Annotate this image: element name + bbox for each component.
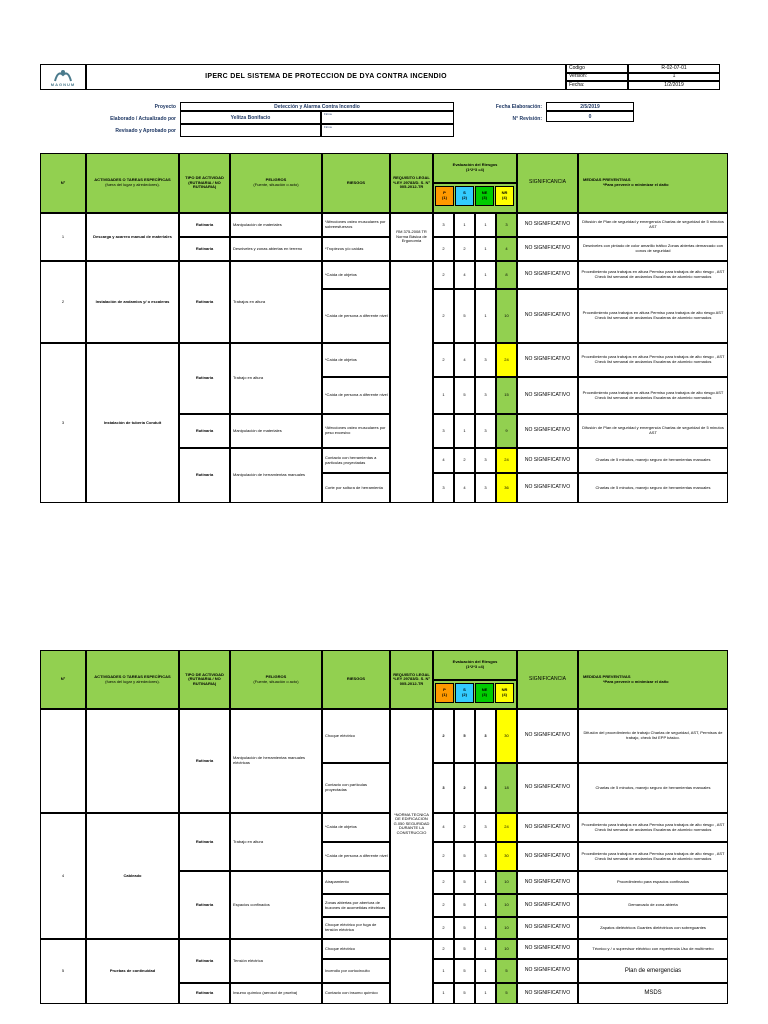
col-n: N° bbox=[40, 153, 86, 213]
medidas: Procedimiento para espacios confinados bbox=[578, 871, 728, 894]
legal-1: RM 375-2008 TR Norma Básica de Ergonomía bbox=[390, 213, 433, 261]
significancia: NO SIGNIFICATIVO bbox=[517, 983, 578, 1004]
p-val: 2 bbox=[433, 939, 454, 959]
tipo-3-1: Rutinaria bbox=[179, 343, 230, 414]
activity-top bbox=[86, 709, 179, 813]
nr-val: 18 bbox=[496, 763, 517, 813]
col-peligros-sub: (Fuente, situación o acto) bbox=[253, 182, 299, 187]
col-evaluacion-title: Evaluación del Riesgos bbox=[452, 162, 498, 168]
row-n-5: 5 bbox=[40, 939, 86, 1004]
medidas: Procedimiento para trabajos en altura Permiso para trabajos de alto riesgo , AST Check list semanal de andamios Escaleras de aluminio normados bbox=[578, 343, 728, 377]
significancia: NO SIGNIFICATIVO bbox=[517, 289, 578, 343]
medidas: Demarcado de zona abierta bbox=[578, 894, 728, 917]
col-requisito-title: REQUISITO LEGAL bbox=[393, 175, 430, 181]
significancia: NO SIGNIFICATIVO bbox=[517, 448, 578, 473]
s-val: 1 bbox=[454, 213, 475, 237]
s-val: 5 bbox=[454, 959, 475, 983]
peligro-3-3: Manipulación de herramientas manuales bbox=[230, 448, 322, 503]
riesgo: Contacto con insumo químico bbox=[322, 983, 390, 1004]
s-val: 5 bbox=[454, 983, 475, 1004]
medidas: Desniveles con pintado de color amarillo tráfico Zonas abiertas demarcado con conos de seguridad bbox=[578, 237, 728, 261]
col-evaluacion-sub: (1*2*3 =4) bbox=[465, 664, 485, 669]
nr-val: 4 bbox=[496, 237, 517, 261]
significancia: NO SIGNIFICATIVO bbox=[517, 939, 578, 959]
s-val: 5 bbox=[454, 917, 475, 939]
row-n-3: 3 bbox=[40, 343, 86, 503]
ne-val: 1 bbox=[475, 871, 496, 894]
col-significancia: SIGNIFICANCIA bbox=[517, 650, 578, 709]
ne-val: 3 bbox=[475, 709, 496, 763]
tipo-1-2: Rutinaria bbox=[179, 237, 230, 261]
s-val: 4 bbox=[454, 343, 475, 377]
s-val: 5 bbox=[454, 894, 475, 917]
medidas: Plan de emergencias bbox=[578, 959, 728, 983]
ne-val: 1 bbox=[475, 289, 496, 343]
peligro-1-2: Desniveles y zonas abiertas en terreno bbox=[230, 237, 322, 261]
medidas: Procedimiento para trabajos en altura Permiso para trabajos de alto riesgo AST Check list semanal de andamios Escaleras de aluminio normados bbox=[578, 289, 728, 343]
nr-val: 10 bbox=[496, 894, 517, 917]
ne-val: 1 bbox=[475, 959, 496, 983]
peligro-p2-2: Trabajo en altura bbox=[230, 813, 322, 871]
peligro-3-1: Trabajo en altura bbox=[230, 343, 322, 414]
nr-val: 24 bbox=[496, 448, 517, 473]
col-peligros-sub: (Fuente, situación o acto) bbox=[253, 678, 299, 684]
tipo-1-1: Rutinaria bbox=[179, 213, 230, 237]
col-requisito-title: REQUISITO LEGAL bbox=[393, 671, 430, 677]
col-s-label: S bbox=[463, 687, 466, 693]
col-medidas-sub: *Para prevenir o minimizar el daño bbox=[603, 678, 669, 684]
s-val: 5 bbox=[454, 842, 475, 871]
col-peligros-title: PELIGROS bbox=[265, 177, 287, 183]
col-nr-num: (4) bbox=[502, 692, 507, 697]
col-ne-num: (3) bbox=[482, 195, 487, 200]
revision-value: 0 bbox=[546, 111, 634, 122]
nr-val: 24 bbox=[496, 343, 517, 377]
col-nr-label: NR bbox=[501, 687, 508, 693]
riesgo: *Caída de persona a diferente nivel bbox=[322, 377, 390, 414]
col-actividades bbox=[86, 650, 179, 709]
ne-val: 1 bbox=[475, 261, 496, 289]
nr-val: 5 bbox=[496, 959, 517, 983]
col-p-label: P bbox=[443, 687, 446, 693]
activity-4: Cableado bbox=[86, 813, 179, 939]
col-requisito-sub: *LEY 29783/D. S. N° 005-2012-TR bbox=[392, 676, 431, 686]
riesgo: Contacto con partículas proyectadas bbox=[322, 763, 390, 813]
proyecto-value: Detección y Alarma Contra Incendio bbox=[180, 102, 454, 111]
s-val: 5 bbox=[454, 939, 475, 959]
legal-1-rest bbox=[390, 261, 433, 503]
s-val: 5 bbox=[454, 377, 475, 414]
row-n-1: 1 bbox=[40, 213, 86, 261]
riesgo: Contacto con herramientas a partículas proyectadas bbox=[322, 448, 390, 473]
col-tipo: TIPO DE ACTIVIDAD (RUTINARIA / NO RUTINARIA) bbox=[179, 650, 230, 709]
proyecto-label: Proyecto bbox=[154, 104, 176, 110]
firma-tag-1: Firma bbox=[324, 112, 332, 116]
medidas: Zapatos dieléctricos Guantes dieléctricos con sobreguantes bbox=[578, 917, 728, 939]
nr-val: 15 bbox=[496, 377, 517, 414]
significancia: NO SIGNIFICATIVO bbox=[517, 709, 578, 763]
significancia: NO SIGNIFICATIVO bbox=[517, 842, 578, 871]
row-n-top bbox=[40, 709, 86, 813]
p-val: 2 bbox=[433, 709, 454, 763]
medidas: Procedimiento para trabajos en altura Permiso para trabajos de alto riesgo AST Check list semanal de andamios Escaleras de aluminio normados bbox=[578, 377, 728, 414]
col-s bbox=[455, 186, 474, 206]
s-val: 2 bbox=[454, 813, 475, 842]
p-val: 3 bbox=[433, 213, 454, 237]
col-p-num: (1) bbox=[442, 692, 447, 697]
col-requisito-sub: *LEY 29783/D. S. N° 005-2012-TR bbox=[392, 179, 431, 190]
p-val: 3 bbox=[433, 414, 454, 448]
p-val: 1 bbox=[433, 983, 454, 1004]
activity-5: Pruebas de continuidad bbox=[86, 939, 179, 1004]
peligro-2: Trabajos en altura bbox=[230, 261, 322, 343]
col-s-num: (2) bbox=[462, 195, 467, 200]
col-peligros bbox=[230, 650, 322, 709]
ne-val: 3 bbox=[475, 473, 496, 503]
riesgo: *Caída de persona a diferente nivel bbox=[322, 842, 390, 871]
significancia: NO SIGNIFICATIVO bbox=[517, 813, 578, 842]
nr-val: 36 bbox=[496, 473, 517, 503]
row-n-4: 4 bbox=[40, 813, 86, 939]
significancia: NO SIGNIFICATIVO bbox=[517, 763, 578, 813]
elaborado-label: Elaborado / Actualizado por bbox=[110, 116, 176, 122]
tipo-p2-4: Rutinaria bbox=[179, 939, 230, 983]
col-medidas-title: MEDIDAS PREVENTIVAS bbox=[583, 177, 631, 183]
p-val: 2 bbox=[433, 894, 454, 917]
p-val: 4 bbox=[433, 813, 454, 842]
ne-val: 1 bbox=[475, 917, 496, 939]
activity-3: Instalación de tubería Conduit bbox=[86, 343, 179, 503]
col-actividades-title: ACTIVIDADES O TAREAS ESPECÍFICAS bbox=[94, 177, 171, 183]
p-val: 2 bbox=[433, 917, 454, 939]
fecha-elaboracion-value: 2/5/2019 bbox=[546, 102, 634, 111]
tipo-3-3: Rutinaria bbox=[179, 448, 230, 503]
riesgo: Incendio por cortocircuito bbox=[322, 959, 390, 983]
row-n-2: 2 bbox=[40, 261, 86, 343]
ne-val: 3 bbox=[475, 842, 496, 871]
riesgo: Atrapamiento bbox=[322, 871, 390, 894]
version-value: 1 bbox=[628, 73, 720, 81]
riesgo: *Tropiezos y/o caídas bbox=[322, 237, 390, 261]
col-ne-num: (3) bbox=[482, 692, 487, 697]
activity-1: Descarga y acarreo manual de materiales bbox=[86, 213, 179, 261]
significancia: NO SIGNIFICATIVO bbox=[517, 473, 578, 503]
p-val: 4 bbox=[433, 448, 454, 473]
significancia: NO SIGNIFICATIVO bbox=[517, 414, 578, 448]
col-nr bbox=[495, 186, 514, 206]
riesgo: Choque eléctrico bbox=[322, 939, 390, 959]
col-p-num: (1) bbox=[442, 195, 447, 200]
significancia: NO SIGNIFICATIVO bbox=[517, 917, 578, 939]
p-val: 1 bbox=[433, 959, 454, 983]
fecha-elaboracion-label: Fecha Elaboración: bbox=[495, 104, 542, 110]
significancia: NO SIGNIFICATIVO bbox=[517, 261, 578, 289]
col-s bbox=[455, 683, 474, 703]
tipo-p2-1: Rutinaria bbox=[179, 709, 230, 813]
significancia: NO SIGNIFICATIVO bbox=[517, 959, 578, 983]
ne-val: 1 bbox=[475, 939, 496, 959]
riesgo: *Caída de persona a diferente nivel bbox=[322, 289, 390, 343]
col-riesgos: RIESGOS bbox=[322, 153, 390, 213]
legal-2: *NORMA TECNICA DE EDIFICACION G.050 SEGURIDAD DURANTE LA CONSTRUCCIO bbox=[390, 709, 433, 939]
firma-tag-2: Firma bbox=[324, 125, 332, 129]
ne-val: 3 bbox=[475, 813, 496, 842]
nr-val: 10 bbox=[496, 917, 517, 939]
col-p bbox=[435, 683, 454, 703]
document-title: IPERC DEL SISTEMA DE PROTECCION DE DYA CONTRA INCENDIO bbox=[86, 64, 566, 90]
medidas: Procedimiento para trabajos en altura Permiso para trabajos de alto riesgo , AST Check list semanal de andamios Escaleras de aluminio normados bbox=[578, 261, 728, 289]
s-val: 5 bbox=[454, 289, 475, 343]
riesgo: Zonas abiertas por abertura de buzones de acometidas eléctricas bbox=[322, 894, 390, 917]
peligro-p2-1: Manipulación de herramientas manuales eléctricas bbox=[230, 709, 322, 813]
col-ne-label: NE bbox=[481, 687, 488, 693]
ne-val: 3 bbox=[475, 343, 496, 377]
nr-val: 30 bbox=[496, 842, 517, 871]
col-actividades-sub: (fuera del lugar y alrededores). bbox=[105, 182, 160, 187]
col-tipo: TIPO DE ACTIVIDAD (RUTINARIA / NO RUTINARIA) bbox=[179, 153, 230, 213]
col-evaluacion-title: Evaluación del Riesgos bbox=[452, 659, 498, 665]
col-riesgos: RIESGOS bbox=[322, 650, 390, 709]
s-val: 4 bbox=[454, 261, 475, 289]
medidas: Difusión de Plan de seguridad y emergencia Charlas de seguridad de 5 minutos AST bbox=[578, 213, 728, 237]
col-evaluacion bbox=[433, 650, 517, 680]
p-val: 2 bbox=[433, 237, 454, 261]
nr-val: 30 bbox=[496, 709, 517, 763]
s-val: 2 bbox=[454, 448, 475, 473]
p-val: 3 bbox=[433, 763, 454, 813]
col-actividades-title: ACTIVIDADES O TAREAS ESPECÍFICAS bbox=[94, 673, 171, 679]
col-nr-label: NR bbox=[501, 190, 508, 196]
revision-label: N° Revisión: bbox=[512, 116, 542, 122]
firma-box-2 bbox=[321, 124, 454, 137]
col-ne bbox=[475, 186, 494, 206]
codigo-label: Codigo bbox=[566, 64, 628, 73]
ne-val: 3 bbox=[475, 448, 496, 473]
activity-2: Instalación de andamios y/ o escaleras bbox=[86, 261, 179, 343]
col-p bbox=[435, 186, 454, 206]
p-val: 2 bbox=[433, 343, 454, 377]
ne-val: 1 bbox=[475, 983, 496, 1004]
riesgo: Choque eléctrico bbox=[322, 709, 390, 763]
logo-text: MAGNUM bbox=[50, 81, 76, 87]
riesgo: Choque eléctrico por fuga de tensión eléctrica bbox=[322, 917, 390, 939]
col-nr-num: (4) bbox=[502, 195, 507, 200]
medidas: Procedimiento para trabajos en altura Permiso para trabajos de alto riesgo , AST Check list semanal de andamios Escaleras de aluminio normados bbox=[578, 813, 728, 842]
p-val: 2 bbox=[433, 289, 454, 343]
col-requisito bbox=[390, 650, 433, 709]
tipo-p2-3: Rutinaria bbox=[179, 871, 230, 939]
riesgo: Corte por soltura de herramienta bbox=[322, 473, 390, 503]
col-p-label: P bbox=[443, 190, 446, 196]
ne-val: 3 bbox=[475, 763, 496, 813]
col-actividades-sub: (fuera del lugar y alrededores). bbox=[105, 678, 160, 684]
magnum-logo-icon bbox=[52, 68, 74, 82]
tipo-3-2: Rutinaria bbox=[179, 414, 230, 448]
medidas: Charlas de 5 minutos, manejo seguro de herramientas manuales bbox=[578, 473, 728, 503]
significancia: NO SIGNIFICATIVO bbox=[517, 894, 578, 917]
nr-val: 10 bbox=[496, 289, 517, 343]
version-label: Version: bbox=[566, 73, 628, 81]
col-ne bbox=[475, 683, 494, 703]
medidas: MSDS bbox=[578, 983, 728, 1004]
p-val: 2 bbox=[433, 871, 454, 894]
ne-val: 3 bbox=[475, 414, 496, 448]
significancia: NO SIGNIFICATIVO bbox=[517, 213, 578, 237]
col-s-label: S bbox=[463, 190, 466, 196]
col-n: N° bbox=[40, 650, 86, 709]
col-peligros bbox=[230, 153, 322, 213]
medidas: Difusión del procedimiento de trabajo Charlas de seguridad, AST, Permisos de trabajo, check list EPP básico. bbox=[578, 709, 728, 763]
col-nr bbox=[495, 683, 514, 703]
medidas: Charlas de 5 minutos, manejo seguro de herramientas manuales bbox=[578, 448, 728, 473]
col-evaluacion-sub: (1*2*3 =4) bbox=[465, 167, 485, 172]
peligro-p2-3: Espacios confinados bbox=[230, 871, 322, 939]
firma-box-1 bbox=[321, 111, 454, 124]
peligro-3-2: Manipulación de materiales bbox=[230, 414, 322, 448]
col-medidas-title: MEDIDAS PREVENTIVAS bbox=[583, 673, 631, 679]
nr-val: 5 bbox=[496, 983, 517, 1004]
revisado-value bbox=[180, 124, 321, 137]
s-val: 2 bbox=[454, 237, 475, 261]
medidas: Procedimiento para trabajos en altura Permiso para trabajos de alto riesgo , AST Check list semanal de andamios Escaleras de aluminio normados bbox=[578, 842, 728, 871]
peligro-1-1: Manipulación de materiales bbox=[230, 213, 322, 237]
col-ne-label: NE bbox=[481, 190, 488, 196]
nr-val: 3 bbox=[496, 213, 517, 237]
col-actividades bbox=[86, 153, 179, 213]
ne-val: 3 bbox=[475, 377, 496, 414]
legal-2-rest bbox=[390, 939, 433, 1004]
s-val: 2 bbox=[454, 763, 475, 813]
tipo-p2-2: Rutinaria bbox=[179, 813, 230, 871]
significancia: NO SIGNIFICATIVO bbox=[517, 343, 578, 377]
revisado-label: Revisado y Aprobado por bbox=[115, 128, 176, 134]
col-medidas-sub: *Para prevenir o minimizar el daño bbox=[603, 182, 669, 187]
s-val: 1 bbox=[454, 414, 475, 448]
fecha-value: 1/2/2019 bbox=[628, 81, 720, 90]
col-evaluacion bbox=[433, 153, 517, 183]
riesgo: *Afecciones osteo musculares por sobreesfuerzos bbox=[322, 213, 390, 237]
riesgo: *Caída de objetos bbox=[322, 343, 390, 377]
riesgo: *Afecciones osteo musculares por peso excesivo bbox=[322, 414, 390, 448]
nr-val: 10 bbox=[496, 871, 517, 894]
ne-val: 1 bbox=[475, 237, 496, 261]
codigo-value: R-02-07-01 bbox=[628, 64, 720, 73]
riesgo: *Caída de objetos bbox=[322, 261, 390, 289]
tipo-p2-5: Rutinaria bbox=[179, 983, 230, 1004]
nr-val: 9 bbox=[496, 414, 517, 448]
col-requisito bbox=[390, 153, 433, 213]
significancia: NO SIGNIFICATIVO bbox=[517, 871, 578, 894]
significancia: NO SIGNIFICATIVO bbox=[517, 237, 578, 261]
elaborado-value bbox=[180, 111, 321, 124]
col-s-num: (2) bbox=[462, 692, 467, 697]
s-val: 5 bbox=[454, 871, 475, 894]
ne-val: 1 bbox=[475, 894, 496, 917]
tipo-2: Rutinaria bbox=[179, 261, 230, 343]
s-val: 4 bbox=[454, 473, 475, 503]
col-medidas bbox=[578, 153, 728, 213]
nr-val: 8 bbox=[496, 261, 517, 289]
peligro-p2-4: Tensión eléctrica bbox=[230, 939, 322, 983]
s-val: 5 bbox=[454, 709, 475, 763]
peligro-p2-5: Insumo químico (aerosol de prueba) bbox=[230, 983, 322, 1004]
p-val: 2 bbox=[433, 261, 454, 289]
p-val: 2 bbox=[433, 842, 454, 871]
col-peligros-title: PELIGROS bbox=[265, 673, 287, 679]
medidas: Técnico y / o supervisor eléctrico con experiencia Uso de multímetro bbox=[578, 939, 728, 959]
fecha-label: Fecha: bbox=[566, 81, 628, 90]
logo-box bbox=[40, 64, 86, 90]
ne-val: 1 bbox=[475, 213, 496, 237]
nr-val: 24 bbox=[496, 813, 517, 842]
p-val: 1 bbox=[433, 377, 454, 414]
elaborado-name: Yelitza Bonifacio bbox=[230, 114, 271, 121]
col-significancia: SIGNIFICANCIA bbox=[517, 153, 578, 213]
nr-val: 10 bbox=[496, 939, 517, 959]
riesgo: *Caída de objetos bbox=[322, 813, 390, 842]
medidas: Difusión de Plan de seguridad y emergencia Charlas de seguridad de 5 minutos AST bbox=[578, 414, 728, 448]
col-medidas bbox=[578, 650, 728, 709]
medidas: Charlas de 5 minutos, manejo seguro de herramientas manuales bbox=[578, 763, 728, 813]
p-val: 3 bbox=[433, 473, 454, 503]
significancia: NO SIGNIFICATIVO bbox=[517, 377, 578, 414]
